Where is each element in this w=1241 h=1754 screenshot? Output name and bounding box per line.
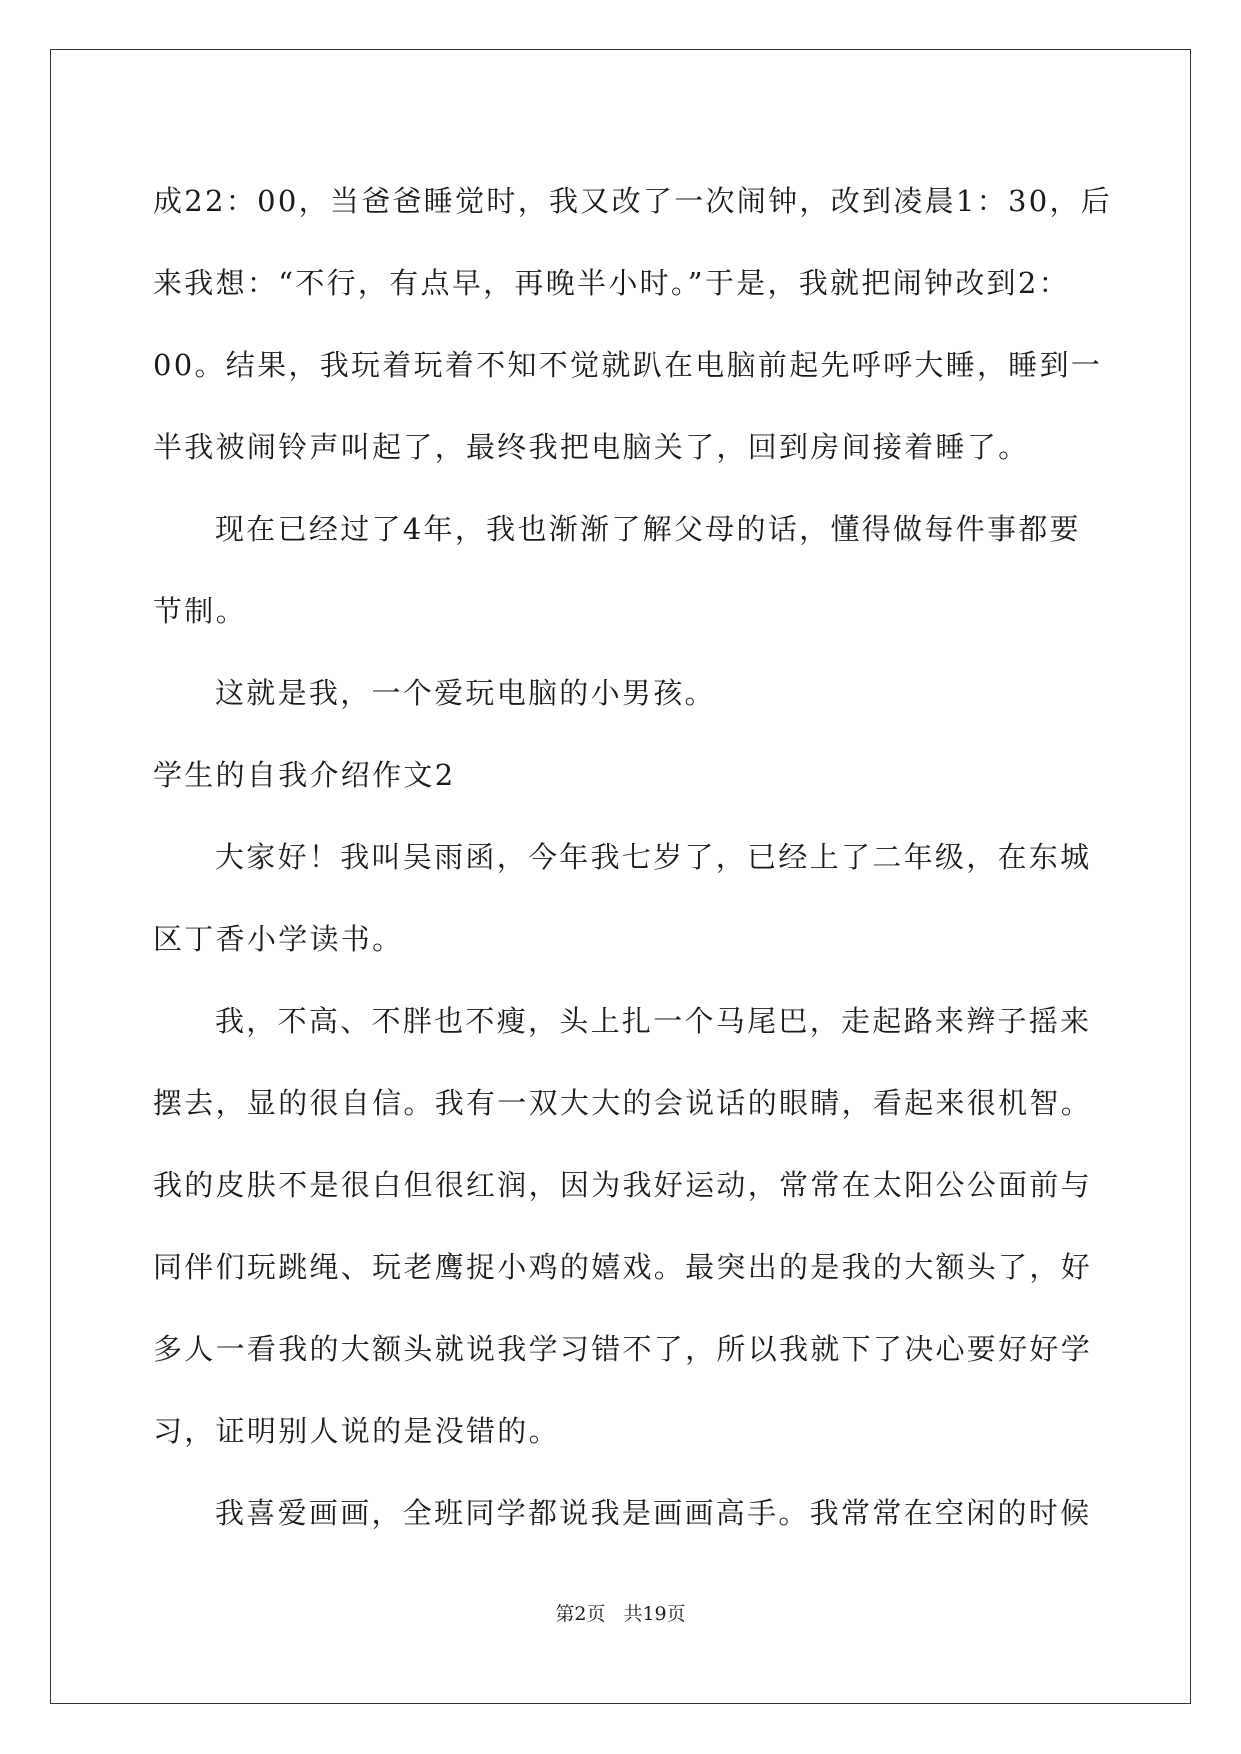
text-line: 我的皮肤不是很白但很红润，因为我好运动，常常在太阳公公面前与 xyxy=(153,1168,1093,1202)
page-footer xyxy=(0,1599,1241,1626)
page-total: 共19页 xyxy=(623,1603,686,1625)
text-line: 多人一看我的大额头就说我学习错不了，所以我就下了决心要好好学 xyxy=(153,1332,1093,1366)
text-line: 00。结果，我玩着玩着不知不觉就趴在电脑前起先呼呼大睡，睡到一 xyxy=(153,348,1103,382)
text-line: 现在已经过了4年，我也渐渐了解父母的话，懂得做每件事都要 xyxy=(215,512,1081,546)
text-line: 节制。 xyxy=(153,594,247,628)
text-line: 成22：00，当爸爸睡觉时，我又改了一次闹钟，改到凌晨1：30，后 xyxy=(153,184,1113,218)
text-line: 半我被闹铃声叫起了，最终我把电脑关了，回到房间接着睡了。 xyxy=(153,430,1030,464)
text-line: 这就是我，一个爱玩电脑的小男孩。 xyxy=(215,676,716,710)
text-line: 同伴们玩跳绳、玩老鹰捉小鸡的嬉戏。最突出的是我的大额头了，好 xyxy=(153,1250,1093,1284)
text-line: 区丁香小学读书。 xyxy=(153,922,404,956)
text-line: 我，不高、不胖也不瘦，头上扎一个马尾巴，走起路来辫子摇来 xyxy=(215,1004,1092,1038)
page-number: 第2页 xyxy=(555,1603,606,1625)
text-line: 摆去，显的很自信。我有一双大大的会说话的眼睛，看起来很机智。 xyxy=(153,1086,1093,1120)
document-body xyxy=(153,160,1113,1554)
text-line: 来我想：“不行，有点早，再晚半小时。”于是，我就把闹钟改到2： xyxy=(153,266,1070,300)
section-heading: 学生的自我介绍作文2 xyxy=(153,758,456,792)
text-line: 大家好！我叫吴雨函，今年我七岁了，已经上了二年级，在东城 xyxy=(215,840,1092,874)
text-line: 我喜爱画画，全班同学都说我是画画高手。我常常在空闲的时候 xyxy=(215,1496,1092,1530)
text-line: 习，证明别人说的是没错的。 xyxy=(153,1414,560,1448)
